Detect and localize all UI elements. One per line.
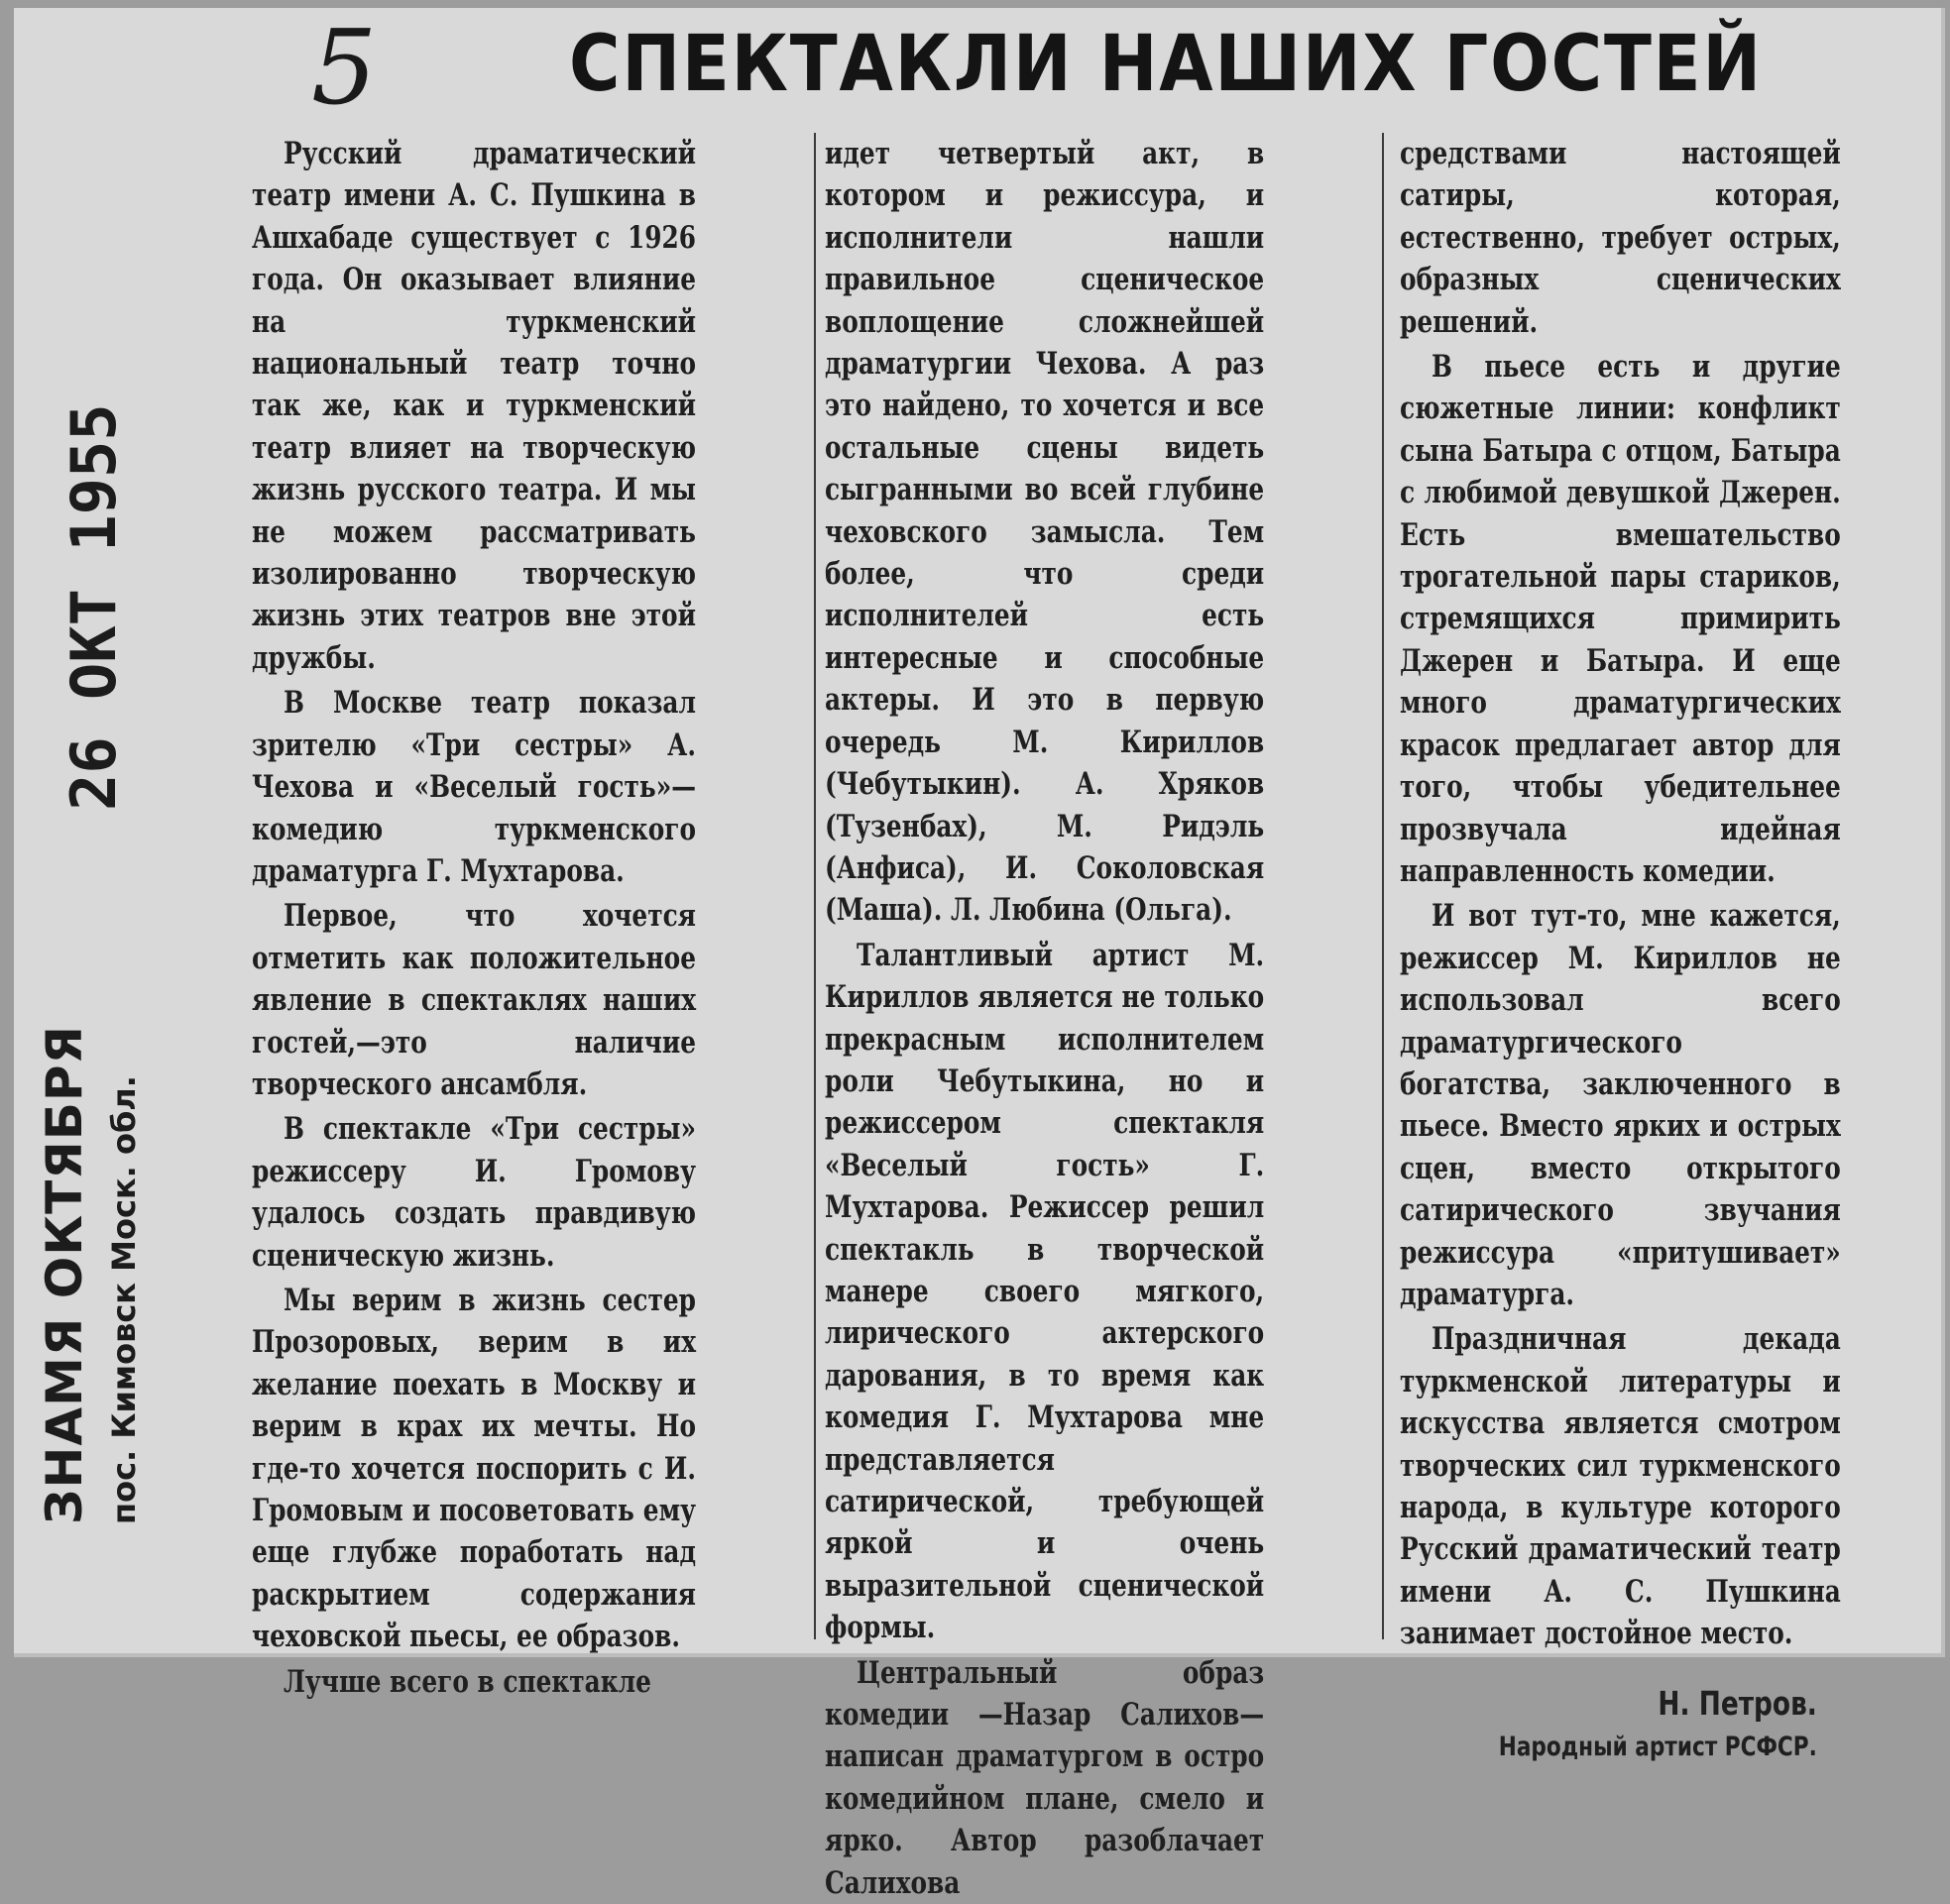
- article-column-2: [825, 133, 1264, 1904]
- newspaper-clipping: [14, 7, 1945, 1901]
- paragraph: Талантливый артист М. Кириллов является не только прекрасным исполнителем роли Чебутыкина, но и режиссером спектакля «Веселый гость» Г. Мухтарова. Режиссер решил спектакль в творческой манере своего мягкого, лирического актерского дарования, в то время как комедия Г. Мухтарова мне представляется сатирической, требующей яркой и очень выразительной сценической формы.: [825, 937, 1265, 1646]
- article-column-1: [252, 133, 696, 1703]
- paragraph: И вот тут-то, мне кажется, режиссер М. Кириллов не использовал всего драматургического богатства, заключенного в пьесе. Вместо ярких и острых сцен, вместо открытого сатирического звучания режиссура «притушивает» драматурга.: [1400, 898, 1841, 1312]
- column-divider: [814, 133, 816, 1639]
- paragraph-continued: идет четвертый акт, в котором и режиссура, и исполнители нашли правильное сценическое воплощение сложнейшей драматургии Чехова. А раз это найдено, то хочется и все остальные сцены видеть сыгранными во всей глубине чеховского замысла. Тем более, что среди исполнителей есть интересные и способные актеры. И это в первую очередь М. Кириллов (Чебутыкин). А. Хряков (Тузенбах), М. Ридэль (Анфиса), И. Соколовская (Маша). Л. Любина (Ольга).: [825, 136, 1265, 929]
- paragraph: Лучше всего в спектакле: [284, 1663, 651, 1700]
- newspaper-stamp: [36, 1025, 143, 1524]
- article-headline: СПЕКТАКЛИ НАШИХ ГОСТЕЙ: [569, 20, 1763, 109]
- article-column-3: [1400, 133, 1841, 1768]
- stamp-paper-name: ЗНАМЯ ОКТЯБРЯ: [36, 1025, 93, 1524]
- paragraph: Русский драматический театр имени А. С. Пушкина в Ашхабаде существует с 1926 года. Он оказывает влияние на туркменский национальный театр точно так же, как и туркменский театр влияет на творческую жизнь русского театра. И мы не можем рассматривать изолированно творческую жизнь этих театров вне этой дружбы.: [252, 136, 696, 676]
- handwritten-number: 5: [311, 7, 378, 128]
- author-name: Н. Петров.: [1658, 1683, 1817, 1723]
- stamp-place: пос. Кимовск Моск. обл.: [105, 1075, 143, 1524]
- paragraph: В пьесе есть и другие сюжетные линии: конфликт сына Батыра с отцом, Батыра с любимой девушкой Джерен. Есть вмешательство трогательной пары стариков, стремящихся примирить Джерен и Батыра. И еще много драматургических красок предлагает автор для того, чтобы убедительнее прозвучала идейная направленность комедии.: [1400, 349, 1841, 889]
- author-title: Народный артист РСФСР.: [1498, 1731, 1817, 1762]
- paragraph-continued: средствами настоящей сатиры, которая, естественно, требует острых, образных сценических решений.: [1400, 136, 1841, 340]
- paragraph: Мы верим в жизнь сестер Прозоровых, верим в их желание поехать в Москву и верим в крах их мечты. Но где-то хочется поспорить с И. Громовым и посоветовать ему еще глубже поработать над раскрытием содержания чеховской пьесы, ее образов.: [252, 1282, 696, 1655]
- paragraph: Центральный образ комедии —Назар Салихов—написан драматургом в остро комедийном плане, смело и ярко. Автор разоблачает Салихова: [825, 1654, 1265, 1901]
- paragraph: Первое, что хочется отметить как положительное явление в спектаклях наших гостей,—это наличие творческого ансамбля.: [252, 898, 696, 1102]
- paragraph: В спектакле «Три сестры» режиссеру И. Громову удалось создать правдивую сценическую жизнь.: [252, 1111, 696, 1274]
- column-divider: [1382, 133, 1384, 1639]
- paragraph: Праздничная декада туркменской литературы и искусства является смотром творческих сил туркменского народа, в культуре которого Русский драматический театр имени А. С. Пушкина занимает достойное место.: [1400, 1321, 1841, 1652]
- paragraph: В Москве театр показал зрителю «Три сестры» А. Чехова и «Веселый гость»—комедию туркменского драматурга Г. Мухтарова.: [252, 685, 696, 889]
- stamp-date: 26 ОКТ 1955: [57, 403, 130, 811]
